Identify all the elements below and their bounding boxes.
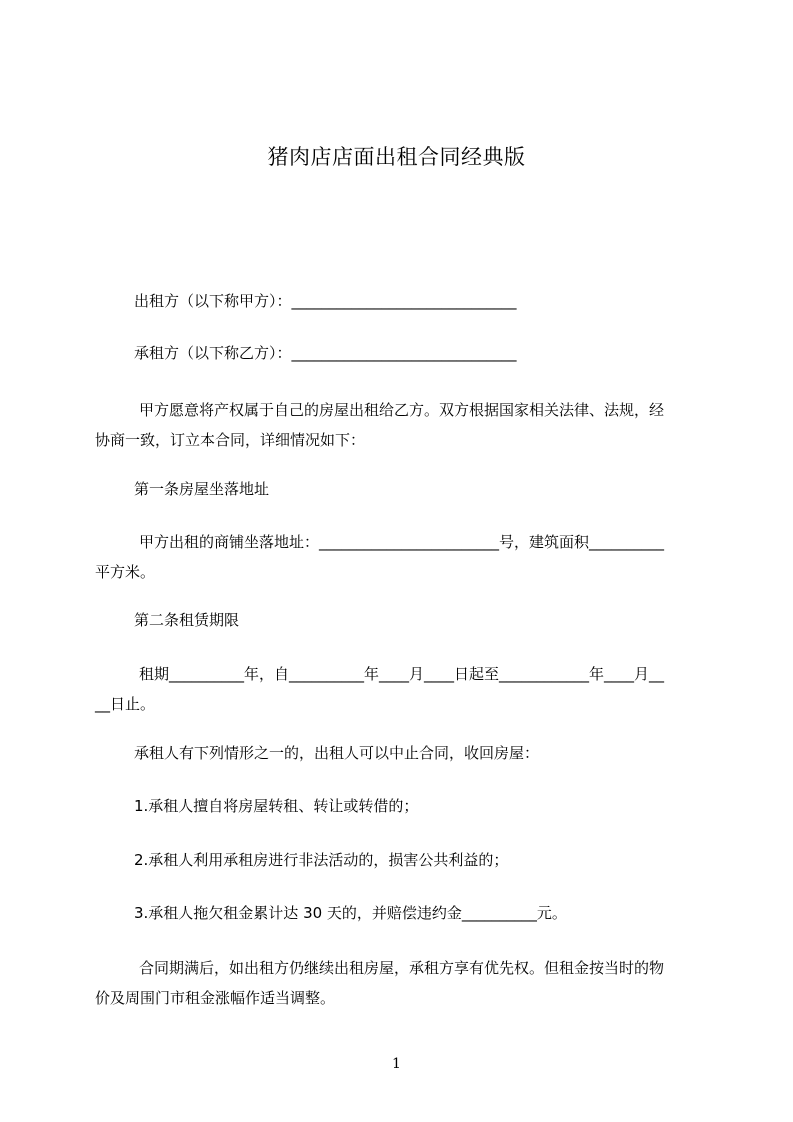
list-item-2: 2.承租人利用承租房进行非法活动的，损害公共利益的； [134, 851, 509, 869]
page-number: 1 [392, 1056, 401, 1072]
intro-line-2: 协商一致，订立本合同，详细情况如下： [95, 431, 366, 449]
intro-line-1: 甲方愿意将产权属于自己的房屋出租给乙方。双方根据国家相关法律、法规，经 [139, 401, 665, 419]
renewal-paragraph [95, 953, 705, 1013]
list-item-3: 3.承租人拖欠租金累计达 30 天的，并赔偿违约金__________元。 [134, 904, 567, 922]
article-1-body [95, 527, 705, 587]
termination-clause: 承租人有下列情形之一的，出租人可以中止合同，收回房屋： [134, 744, 540, 762]
article-2-line-2: __日止。 [95, 695, 156, 713]
lessor-line: 出租方（以下称甲方）：______________________________ [134, 292, 517, 310]
article-1-line-2: 平方米。 [95, 563, 156, 581]
article-1-line-1: 甲方出租的商铺坐落地址：________________________号，建筑面积__________ [139, 533, 665, 551]
renewal-line-1: 合同期满后，如出租方仍继续出租房屋，承租方享有优先权。但租金按当时的物 [139, 959, 665, 977]
document-title: 猪肉店店面出租合同经典版 [267, 145, 526, 169]
intro-paragraph [95, 395, 705, 455]
article-2-title: 第二条租赁期限 [134, 611, 240, 629]
renewal-line-2: 价及周围门市租金涨幅作适当调整。 [95, 989, 336, 1007]
article-2-body [95, 659, 705, 719]
article-2-line-1: 租期__________年，自__________年____月____日起至____________年____月__ [139, 665, 665, 683]
article-1-title: 第一条房屋坐落地址 [134, 480, 270, 498]
list-item-1: 1.承租人擅自将房屋转租、转让或转借的； [134, 797, 419, 815]
lessee-line: 承租方（以下称乙方）：______________________________ [134, 344, 517, 362]
